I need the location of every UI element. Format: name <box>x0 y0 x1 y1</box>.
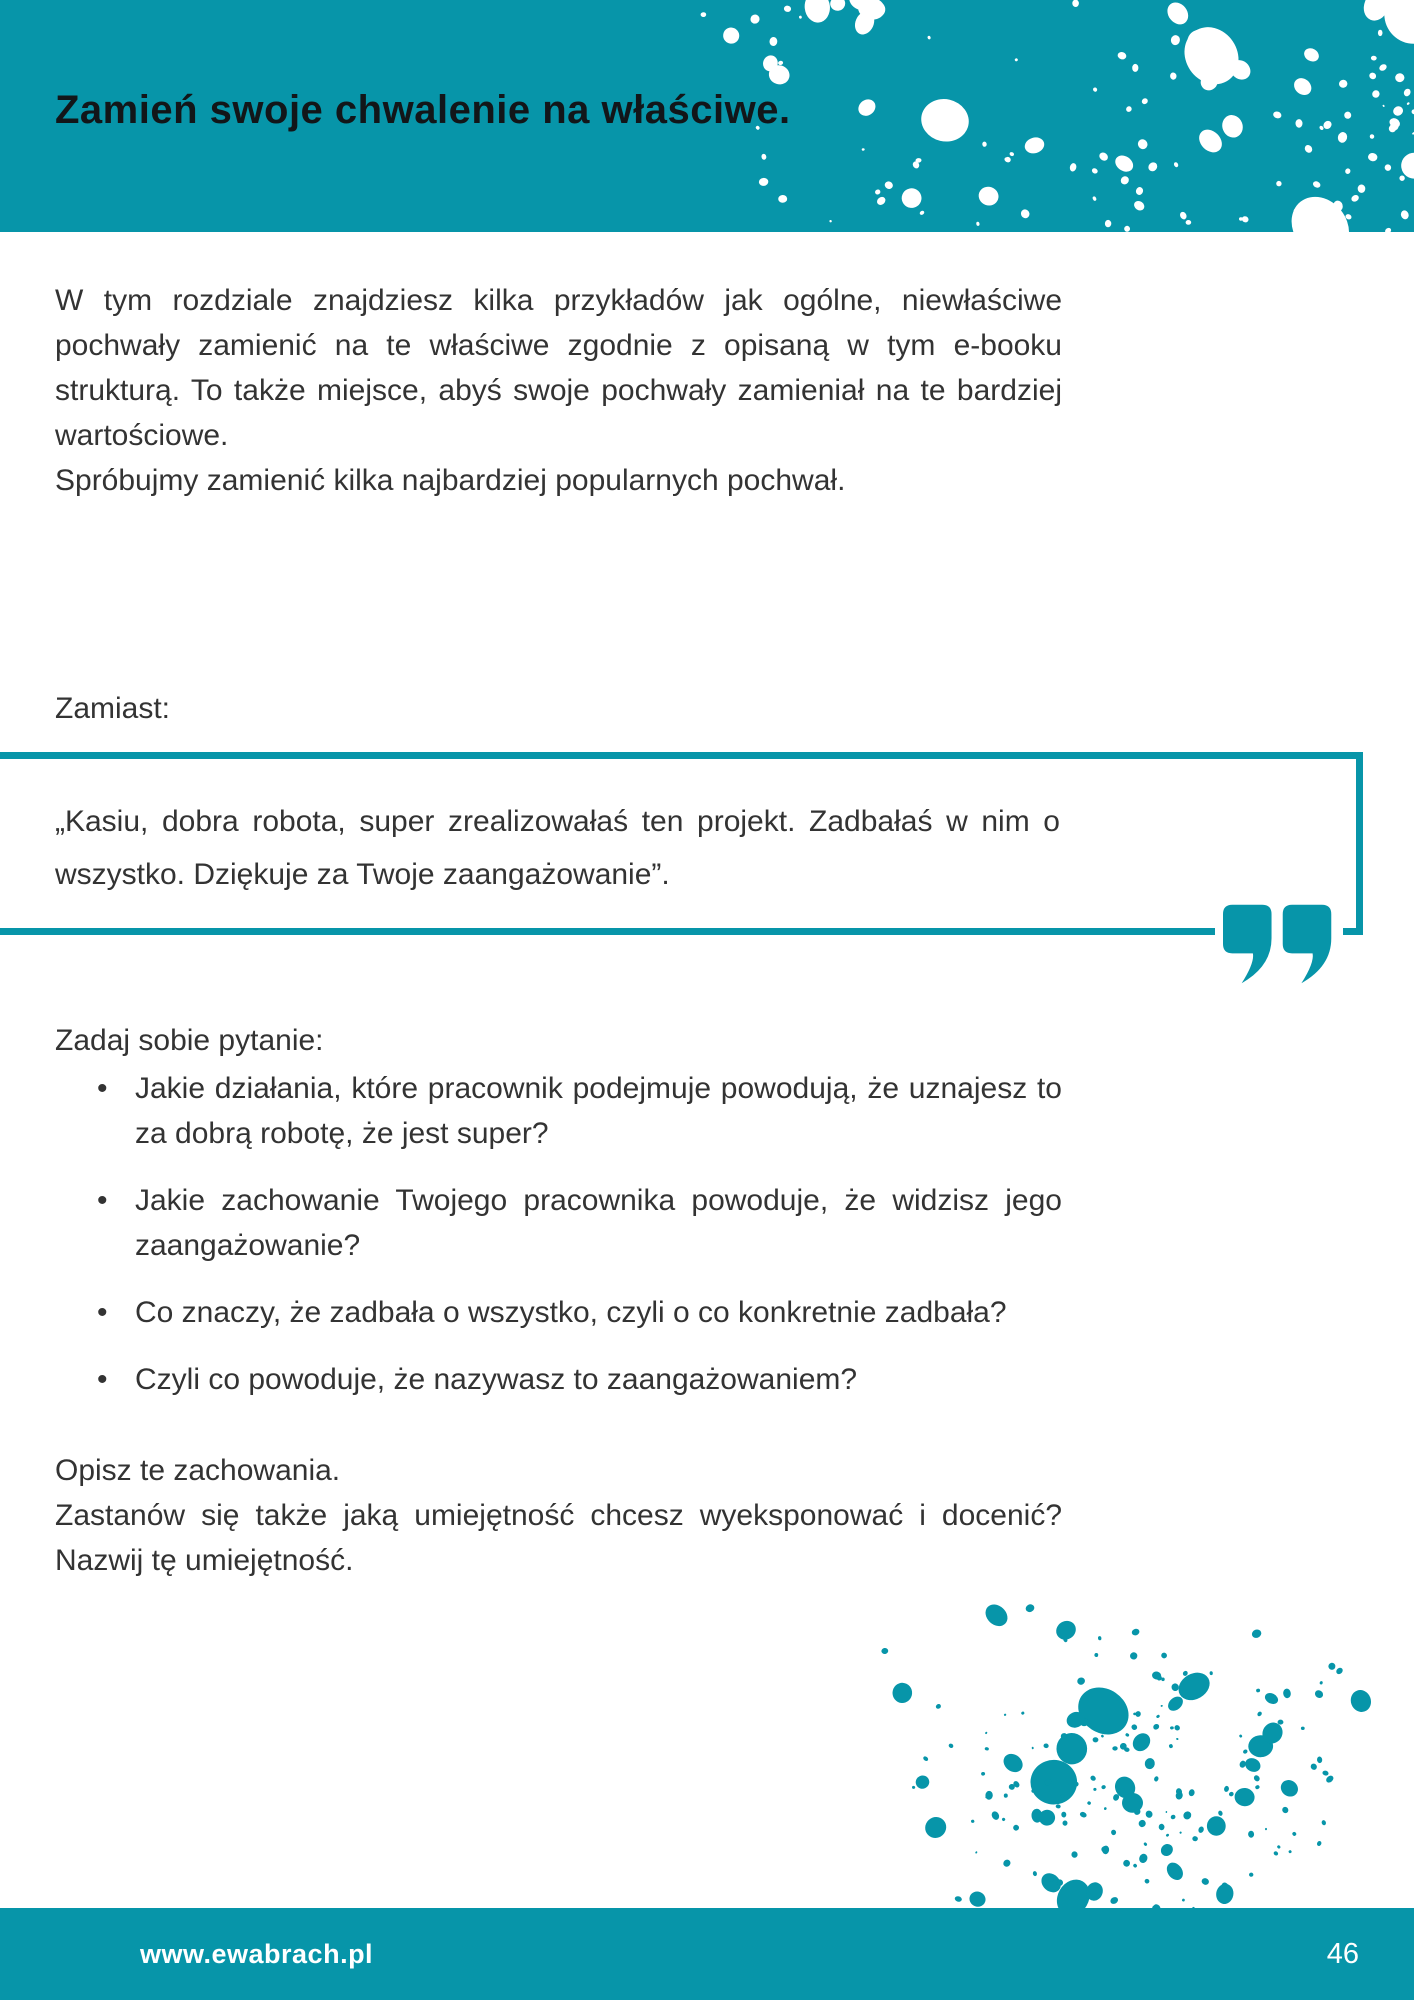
closing-line-2: Zastanów się także jaką umiejętność chcesz wyeksponować i docenić? Nazwij tę umiejętność. <box>55 1499 1062 1577</box>
questions-list <box>55 1066 1062 1424</box>
footer-band <box>0 1908 1414 2000</box>
quote-box <box>0 752 1363 935</box>
closing-quote-marks-icon <box>1215 898 1343 990</box>
page-title: Zamień swoje chwalenie na właściwe. <box>55 88 791 132</box>
intro-section <box>55 278 1062 503</box>
teal-paint-splatter-icon <box>834 1548 1414 1908</box>
list-item: • Co znaczy, że zadbała o wszystko, czyli o co konkretnie zadbała? <box>55 1290 1062 1335</box>
list-item: • Jakie zachowanie Twojego pracownika powoduje, że widzisz jego zaangażowanie? <box>55 1178 1062 1268</box>
website-link[interactable]: www.ewabrach.pl <box>140 1938 374 1969</box>
zamiast-label: Zamiast: <box>55 692 171 725</box>
list-item: • Czyli co powoduje, że nazywasz to zaangażowaniem? <box>55 1357 1062 1402</box>
intro-paragraph: W tym rozdziale znajdziesz kilka przykładów jak ogólne, niewłaściwe pochwały zamienić na te właściwe zgodnie z opisaną w tym e-booku strukturą. To także miejsce, abyś swoje pochwały zamieniał na te bardziej wartościowe. <box>55 284 1062 452</box>
quote-text: „Kasiu, dobra robota, super zrealizowałaś ten projekt. Zadbałaś w nim o wszystko. Dziękuje za Twoje zaangażowanie”. <box>55 805 1060 891</box>
page-number: 46 <box>1326 1937 1359 1970</box>
questions-heading: Zadaj sobie pytanie: <box>55 1024 324 1057</box>
list-item: • Jakie działania, które pracownik podejmuje powodują, że uznajesz to za dobrą robotę, że jest super? <box>55 1066 1062 1156</box>
intro-paragraph-2: Spróbujmy zamienić kilka najbardziej popularnych pochwał. <box>55 464 846 497</box>
closing-line-1: Opisz te zachowania. <box>55 1454 341 1487</box>
